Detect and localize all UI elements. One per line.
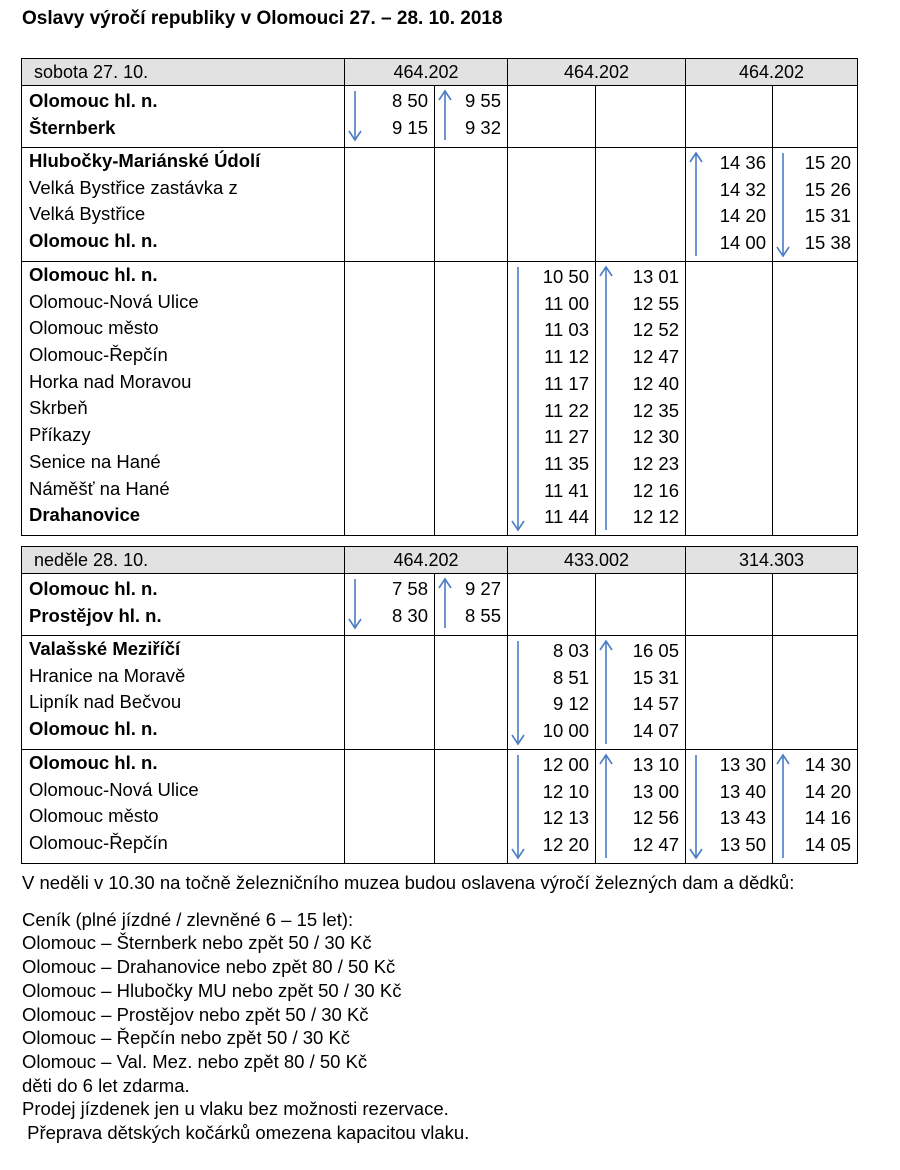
stations-cell	[22, 86, 345, 148]
departure-time: 11 44	[544, 506, 589, 528]
departure-time: 9 12	[552, 693, 589, 715]
time-cell	[435, 262, 508, 536]
sunday-timetable	[21, 546, 858, 864]
station-name: Velká Bystřice	[29, 203, 146, 225]
time-cell	[345, 750, 435, 864]
time-cell	[773, 574, 858, 636]
train-number: 464.202	[508, 59, 686, 86]
arrow-up-icon	[437, 89, 453, 142]
stations-cell	[22, 636, 345, 750]
departure-time: 15 26	[804, 178, 851, 200]
departure-time: 14 32	[719, 178, 766, 200]
station-name: Hlubočky-Mariánské Údolí	[29, 150, 261, 171]
note-line: Olomouc – Šternberk nebo zpět 50 / 30 Kč	[22, 932, 372, 954]
departure-time: 11 17	[544, 372, 589, 394]
departure-time: 12 35	[632, 399, 679, 421]
time-cell	[596, 574, 686, 636]
departure-time: 8 30	[391, 604, 428, 626]
departure-time: 14 20	[719, 205, 766, 227]
arrow-up-icon	[598, 753, 614, 860]
departure-time: 10 50	[542, 266, 589, 287]
arrow-up-icon	[598, 639, 614, 746]
station-name: Horka nad Moravou	[29, 370, 192, 392]
station-name: Olomouc hl. n.	[29, 752, 158, 773]
station-name: Olomouc-Řepčín	[29, 344, 168, 366]
departure-time: 11 35	[544, 452, 589, 474]
station-name: Lipník nad Bečvou	[29, 691, 182, 713]
departure-time: 8 55	[464, 604, 501, 626]
time-cell	[686, 148, 773, 262]
departure-time: 9 55	[464, 90, 501, 111]
station-name: Hranice na Moravě	[29, 664, 186, 686]
station-group	[22, 750, 858, 864]
time-cell	[686, 750, 773, 864]
departure-time: 15 20	[804, 152, 851, 173]
departure-time: 16 05	[632, 640, 679, 661]
departure-time: 13 43	[719, 807, 766, 829]
station-name: Skrbeň	[29, 397, 88, 419]
arrow-up-icon	[775, 753, 791, 860]
price-list-heading: Ceník (plné jízdné / zlevněné 6 – 15 let):	[22, 908, 354, 930]
time-cell	[435, 148, 508, 262]
arrow-down-icon	[510, 265, 526, 532]
time-cell	[435, 574, 508, 636]
arrow-down-icon	[347, 89, 363, 142]
event-note: V neděli v 10.30 na točně železničního muzea budou oslavena výročí železných dam a dědků:	[22, 872, 795, 893]
arrow-down-icon	[688, 753, 704, 860]
station-group	[22, 148, 858, 262]
note-line: Olomouc – Prostějov nebo zpět 50 / 30 Kč	[22, 1003, 369, 1025]
time-cell	[345, 262, 435, 536]
time-cell	[508, 750, 596, 864]
departure-time: 9 32	[464, 116, 501, 138]
time-cell	[596, 262, 686, 536]
header-row	[22, 547, 858, 574]
departure-time: 9 15	[391, 116, 428, 138]
time-cell	[773, 86, 858, 148]
departure-time: 14 30	[804, 754, 851, 775]
departure-time: 13 01	[632, 266, 679, 287]
saturday-timetable	[21, 58, 858, 536]
station-name: Olomouc-Řepčín	[29, 832, 168, 854]
departure-time: 8 50	[391, 90, 428, 111]
departure-time: 15 31	[632, 666, 679, 688]
departure-time: 12 13	[542, 807, 589, 829]
day-label: neděle 28. 10.	[22, 547, 345, 574]
station-name: Olomouc město	[29, 805, 159, 827]
stations-cell	[22, 262, 345, 536]
header-row	[22, 59, 858, 86]
arrow-down-icon	[510, 639, 526, 746]
time-cell	[508, 148, 596, 262]
station-name: Příkazy	[29, 424, 91, 446]
arrow-up-icon	[437, 577, 453, 630]
station-name: Olomouc hl. n.	[29, 90, 158, 111]
departure-time: 12 20	[542, 834, 589, 856]
departure-time: 12 12	[632, 506, 679, 528]
train-number: 464.202	[345, 59, 508, 86]
station-name: Olomouc hl. n.	[29, 578, 158, 599]
departure-time: 10 00	[542, 720, 589, 742]
arrow-down-icon	[510, 753, 526, 860]
departure-time: 14 07	[632, 720, 679, 742]
departure-time: 8 51	[552, 666, 589, 688]
time-cell	[686, 636, 773, 750]
departure-time: 12 47	[632, 834, 679, 856]
train-number: 314.303	[686, 547, 858, 574]
station-group	[22, 262, 858, 536]
station-name: Olomouc hl. n.	[29, 718, 158, 740]
train-number: 464.202	[345, 547, 508, 574]
time-cell	[435, 636, 508, 750]
departure-time: 13 10	[632, 754, 679, 775]
departure-time: 8 03	[552, 640, 589, 661]
departure-time: 11 03	[544, 319, 589, 341]
station-name: Senice na Hané	[29, 450, 161, 472]
arrow-down-icon	[775, 151, 791, 258]
time-cell	[596, 750, 686, 864]
time-cell	[345, 636, 435, 750]
arrow-up-icon	[598, 265, 614, 532]
departure-time: 7 58	[391, 578, 428, 599]
departure-time: 11 27	[544, 426, 589, 448]
station-name: Valašské Meziříčí	[29, 638, 181, 659]
departure-time: 9 27	[464, 578, 501, 599]
time-cell	[773, 148, 858, 262]
departure-time: 13 40	[719, 780, 766, 802]
stations-cell	[22, 750, 345, 864]
departure-time: 12 23	[632, 452, 679, 474]
departure-time: 12 16	[632, 479, 679, 501]
time-cell	[345, 574, 435, 636]
departure-time: 14 00	[719, 232, 766, 254]
departure-time: 13 30	[719, 754, 766, 775]
page-title: Oslavy výročí republiky v Olomouci 27. – 28. 10. 2018	[22, 8, 503, 29]
station-name: Prostějov hl. n.	[29, 604, 162, 626]
station-name: Drahanovice	[29, 504, 141, 526]
time-cell	[596, 636, 686, 750]
station-name: Olomouc hl. n.	[29, 230, 158, 252]
time-cell	[686, 262, 773, 536]
time-cell	[345, 148, 435, 262]
departure-time: 12 00	[542, 754, 589, 775]
departure-time: 12 55	[632, 292, 679, 314]
departure-time: 14 20	[804, 780, 851, 802]
note-line: Olomouc – Val. Mez. nebo zpět 80 / 50 Kč	[22, 1050, 368, 1072]
day-label: sobota 27. 10.	[22, 59, 345, 86]
time-cell	[773, 750, 858, 864]
departure-time: 12 40	[632, 372, 679, 394]
time-cell	[686, 574, 773, 636]
departure-time: 14 36	[719, 152, 766, 173]
station-name: Velká Bystřice zastávka z	[29, 176, 238, 198]
station-name: Náměšť na Hané	[29, 477, 170, 499]
time-cell	[773, 636, 858, 750]
time-cell	[508, 86, 596, 148]
departure-time: 12 30	[632, 426, 679, 448]
departure-time: 12 52	[632, 319, 679, 341]
departure-time: 11 12	[544, 346, 589, 368]
time-cell	[596, 148, 686, 262]
departure-time: 14 57	[632, 693, 679, 715]
stations-cell	[22, 574, 345, 636]
station-name: Olomouc-Nová Ulice	[29, 778, 199, 800]
time-cell	[508, 574, 596, 636]
time-cell	[508, 636, 596, 750]
departure-time: 12 47	[632, 346, 679, 368]
note-line: Olomouc – Drahanovice nebo zpět 80 / 50 Kč	[22, 956, 396, 978]
departure-time: 15 38	[804, 232, 851, 254]
stations-cell	[22, 148, 345, 262]
note-line: děti do 6 let zdarma.	[22, 1074, 190, 1096]
departure-time: 12 10	[542, 780, 589, 802]
departure-time: 15 31	[804, 205, 851, 227]
departure-time: 14 05	[804, 834, 851, 856]
train-number: 433.002	[508, 547, 686, 574]
departure-time: 11 22	[544, 399, 589, 421]
arrow-up-icon	[688, 151, 704, 258]
departure-time: 13 50	[719, 834, 766, 856]
station-name: Olomouc hl. n.	[29, 264, 158, 285]
station-name: Olomouc-Nová Ulice	[29, 290, 199, 312]
station-group	[22, 86, 858, 148]
train-number: 464.202	[686, 59, 858, 86]
departure-time: 11 00	[544, 292, 589, 314]
station-name: Olomouc město	[29, 317, 159, 339]
note-line: Olomouc – Hlubočky MU nebo zpět 50 / 30 Kč	[22, 979, 402, 1001]
time-cell	[435, 86, 508, 148]
time-cell	[435, 750, 508, 864]
departure-time: 13 00	[632, 780, 679, 802]
station-name: Šternberk	[29, 116, 116, 138]
note-line: Přeprava dětských kočárků omezena kapacitou vlaku.	[22, 1122, 470, 1144]
time-cell	[508, 262, 596, 536]
note-line: Olomouc – Řepčín nebo zpět 50 / 30 Kč	[22, 1027, 351, 1049]
notes-section	[22, 871, 794, 1145]
arrow-down-icon	[347, 577, 363, 630]
departure-time: 14 16	[804, 807, 851, 829]
departure-time: 12 56	[632, 807, 679, 829]
station-group	[22, 636, 858, 750]
time-cell	[345, 86, 435, 148]
note-line: Prodej jízdenek jen u vlaku bez možnosti rezervace.	[22, 1098, 449, 1120]
station-group	[22, 574, 858, 636]
time-cell	[686, 86, 773, 148]
time-cell	[773, 262, 858, 536]
departure-time: 11 41	[544, 479, 589, 501]
time-cell	[596, 86, 686, 148]
